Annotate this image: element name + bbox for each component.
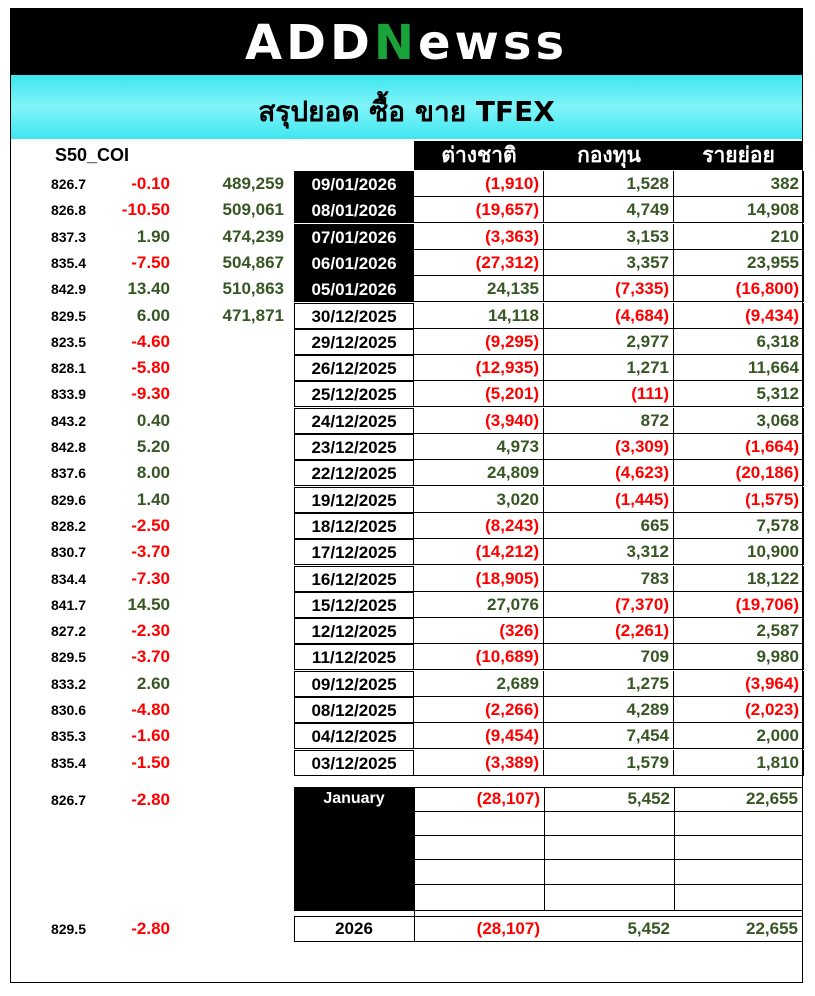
coi-cell: [180, 671, 284, 697]
change-cell: -1.60: [131, 726, 170, 746]
year-label: 2026: [335, 919, 373, 938]
change-cell: -10.50: [121, 200, 170, 220]
fund-cell: 665: [544, 513, 674, 539]
change-cell: -4.80: [131, 700, 170, 719]
table-row: [0, 276, 815, 302]
foreign-cell: (5,201): [414, 381, 544, 407]
coi-cell: [180, 697, 284, 723]
page-title: สรุปยอด ซื้อ ขาย TFEX: [258, 95, 555, 128]
fund-cell: (3,309): [544, 434, 674, 460]
fund-cell: (111): [544, 381, 674, 407]
foreign-cell: (3,389): [414, 750, 544, 776]
fund-cell: 2,977: [544, 329, 674, 355]
coi-cell: [180, 329, 284, 355]
price-cell: 828.1: [50, 360, 86, 377]
coi-cell: [180, 408, 284, 434]
month-retail: 22,655: [746, 789, 798, 808]
month-fund: 5,452: [627, 789, 670, 808]
table-row: [0, 750, 815, 776]
table-row: [0, 197, 815, 223]
year-summary-row: [0, 917, 815, 941]
price-cell: 827.2: [50, 623, 86, 640]
date-cell: 08/12/2025: [294, 697, 414, 723]
date-cell: 16/12/2025: [294, 566, 414, 592]
retail-cell: (3,964): [674, 671, 804, 697]
retail-cell: 7,578: [674, 513, 804, 539]
change-cell: -9.30: [131, 384, 170, 404]
fund-cell: 7,454: [544, 723, 674, 749]
retail-cell: 2,587: [674, 618, 804, 644]
price-cell: 829.5: [50, 649, 86, 666]
month-summary-row: [0, 787, 815, 813]
coi-cell: [180, 513, 284, 539]
coi-cell: [180, 355, 284, 381]
foreign-cell: 24,809: [414, 460, 544, 486]
fund-cell: (2,261): [544, 618, 674, 644]
foreign-cell: (3,363): [414, 224, 544, 250]
table-row: [0, 644, 815, 670]
change-cell: -7.50: [131, 252, 170, 272]
fund-cell: (7,370): [544, 592, 674, 618]
price-cell: 835.4: [50, 254, 86, 271]
fund-cell: 3,153: [544, 224, 674, 250]
price-cell: 835.4: [50, 754, 86, 771]
price-cell: 829.6: [50, 491, 86, 508]
table-row: [0, 723, 815, 749]
table-row: [0, 250, 815, 276]
foreign-cell: 27,076: [414, 592, 544, 618]
change-cell: 6.00: [136, 305, 170, 325]
fund-cell: (4,623): [544, 460, 674, 486]
grid-line: [414, 859, 803, 860]
header-foreign: ต่างชาติ: [414, 141, 544, 170]
grid-line: [414, 835, 803, 836]
retail-cell: 6,318: [674, 329, 804, 355]
month-label: January: [323, 790, 385, 807]
foreign-cell: (12,935): [414, 355, 544, 381]
table-row: [0, 355, 815, 381]
table-row: [0, 460, 815, 486]
foreign-cell: (19,657): [414, 197, 544, 223]
change-cell: -3.70: [131, 647, 170, 667]
coi-cell: 509,061: [222, 200, 284, 220]
date-cell: 12/12/2025: [294, 618, 414, 644]
coi-cell: [180, 644, 284, 670]
month-foreign: (28,107): [476, 789, 540, 808]
date-cell: 09/12/2025: [294, 671, 414, 697]
date-cell: 25/12/2025: [294, 381, 414, 407]
change-cell: 2.60: [136, 673, 170, 693]
foreign-cell: (10,689): [414, 644, 544, 670]
foreign-cell: (14,212): [414, 539, 544, 565]
coi-cell: 510,863: [222, 279, 284, 299]
date-cell: 04/12/2025: [294, 723, 414, 749]
coi-cell: [180, 487, 284, 513]
retail-cell: 2,000: [674, 723, 804, 749]
table-row: [0, 513, 815, 539]
table-row: [0, 539, 815, 565]
table-row: [0, 224, 815, 250]
price-cell: 823.5: [50, 333, 86, 350]
grid-line: [414, 884, 803, 885]
table-row: [0, 618, 815, 644]
coi-cell: 471,871: [222, 305, 284, 325]
grid-line: [544, 787, 545, 910]
change-cell: -5.80: [131, 358, 170, 378]
price-cell: 843.2: [50, 412, 86, 429]
fund-cell: 872: [544, 408, 674, 434]
change-cell: -1.50: [131, 752, 170, 772]
table-row: [0, 487, 815, 513]
foreign-cell: (27,312): [414, 250, 544, 276]
year-retail: 22,655: [746, 919, 798, 938]
coi-cell: 474,239: [222, 226, 284, 246]
table-row: [0, 303, 815, 329]
price-cell: 829.5: [50, 307, 86, 324]
price-cell: 833.9: [50, 386, 86, 403]
logo-banner: [11, 9, 802, 75]
retail-cell: 3,068: [674, 408, 804, 434]
table-row: [0, 381, 815, 407]
retail-cell: (2,023): [674, 697, 804, 723]
grid-line: [414, 811, 803, 812]
retail-cell: (19,706): [674, 592, 804, 618]
fund-cell: (4,684): [544, 303, 674, 329]
coi-cell: [180, 539, 284, 565]
coi-cell: [180, 618, 284, 644]
date-cell: 18/12/2025: [294, 513, 414, 539]
fund-cell: 3,357: [544, 250, 674, 276]
table-row: [0, 171, 815, 197]
date-cell: 07/01/2026: [294, 224, 414, 250]
change-cell: 5.20: [136, 437, 170, 456]
addnewss-logo: ADDNewss: [244, 15, 569, 71]
price-cell: 837.3: [50, 228, 86, 245]
foreign-cell: 24,135: [414, 276, 544, 302]
fund-cell: 4,289: [544, 697, 674, 723]
retail-cell: (9,434): [674, 303, 804, 329]
foreign-cell: (8,243): [414, 513, 544, 539]
month-price: 826.7: [50, 792, 86, 808]
coi-cell: [180, 460, 284, 486]
date-cell: 11/12/2025: [294, 644, 414, 670]
change-cell: 0.40: [136, 410, 170, 430]
retail-cell: (20,186): [674, 460, 804, 486]
fund-cell: 4,749: [544, 197, 674, 223]
coi-cell: [180, 434, 284, 460]
price-cell: 828.2: [50, 517, 86, 534]
grid-line: [294, 941, 803, 942]
index-label: S50_COI: [55, 145, 130, 165]
change-cell: -2.30: [131, 621, 170, 641]
change-cell: 1.40: [136, 489, 170, 509]
foreign-cell: (326): [414, 618, 544, 644]
grid-line: [294, 787, 803, 788]
price-cell: 837.6: [50, 465, 86, 482]
header-fund: กองทุน: [544, 141, 674, 170]
retail-cell: 1,810: [674, 750, 804, 776]
foreign-cell: 4,973: [414, 434, 544, 460]
change-cell: 1.90: [136, 226, 170, 246]
coi-cell: [180, 566, 284, 592]
date-cell: 05/01/2026: [294, 276, 414, 302]
price-cell: 833.2: [50, 675, 86, 692]
month-change: -2.80: [131, 790, 170, 809]
coi-cell: 489,259: [222, 174, 284, 193]
date-cell: 29/12/2025: [294, 329, 414, 355]
date-cell: 23/12/2025: [294, 434, 414, 460]
date-cell: 15/12/2025: [294, 592, 414, 618]
retail-cell: (16,800): [674, 276, 804, 302]
price-cell: 834.4: [50, 570, 86, 587]
price-cell: 842.8: [50, 439, 86, 455]
coi-cell: 504,867: [222, 252, 284, 272]
year-foreign: (28,107): [476, 919, 540, 938]
fund-cell: (1,445): [544, 487, 674, 513]
change-cell: -0.10: [131, 174, 170, 193]
table-row: [0, 697, 815, 723]
year-fund: 5,452: [627, 919, 670, 938]
change-cell: -4.60: [131, 331, 170, 351]
coi-cell: [180, 723, 284, 749]
fund-cell: 1,275: [544, 671, 674, 697]
date-cell: 17/12/2025: [294, 539, 414, 565]
retail-cell: 14,908: [674, 197, 804, 223]
foreign-cell: (9,454): [414, 723, 544, 749]
change-cell: -2.50: [131, 515, 170, 535]
date-cell: 24/12/2025: [294, 408, 414, 434]
price-cell: 826.8: [50, 202, 86, 219]
foreign-cell: (2,266): [414, 697, 544, 723]
foreign-cell: (9,295): [414, 329, 544, 355]
header-retail: รายย่อย: [674, 141, 803, 170]
fund-cell: 3,312: [544, 539, 674, 565]
date-cell: 03/12/2025: [294, 750, 414, 776]
price-cell: 835.3: [50, 728, 86, 745]
fund-cell: (7,335): [544, 276, 674, 302]
date-cell: 30/12/2025: [294, 303, 414, 329]
change-cell: -7.30: [131, 568, 170, 588]
table-row: [0, 671, 815, 697]
date-cell: 19/12/2025: [294, 487, 414, 513]
retail-cell: (1,575): [674, 487, 804, 513]
table-row: [0, 329, 815, 355]
price-cell: 842.9: [50, 281, 86, 298]
fund-cell: 783: [544, 566, 674, 592]
table-row: [0, 566, 815, 592]
table-row: [0, 408, 815, 434]
date-cell: 06/01/2026: [294, 250, 414, 276]
grid-line: [294, 910, 803, 911]
foreign-cell: 14,118: [414, 303, 544, 329]
date-cell: 22/12/2025: [294, 460, 414, 486]
price-cell: 841.7: [50, 596, 86, 613]
retail-cell: 11,664: [674, 355, 804, 381]
retail-cell: 9,980: [674, 644, 804, 670]
fund-cell: 709: [544, 644, 674, 670]
table-row: [0, 592, 815, 618]
coi-cell: [180, 750, 284, 776]
fund-cell: 1,271: [544, 355, 674, 381]
retail-cell: 5,312: [674, 381, 804, 407]
retail-cell: 23,955: [674, 250, 804, 276]
change-cell: 8.00: [136, 463, 170, 483]
retail-cell: 10,900: [674, 539, 804, 565]
foreign-cell: (1,910): [414, 171, 544, 197]
price-cell: 826.7: [50, 176, 86, 192]
fund-cell: 1,579: [544, 750, 674, 776]
price-cell: 830.6: [50, 702, 86, 718]
foreign-cell: 2,689: [414, 671, 544, 697]
fund-cell: 1,528: [544, 171, 674, 197]
coi-cell: [180, 592, 284, 618]
year-change: -2.80: [131, 919, 170, 938]
foreign-cell: 3,020: [414, 487, 544, 513]
date-cell: 26/12/2025: [294, 355, 414, 381]
foreign-cell: (3,940): [414, 408, 544, 434]
title-banner: [11, 75, 802, 139]
grid-line: [674, 787, 675, 910]
year-price: 829.5: [50, 921, 86, 937]
date-cell: 09/01/2026: [294, 171, 414, 197]
retail-cell: (1,664): [674, 434, 804, 460]
change-cell: -3.70: [131, 542, 170, 562]
coi-cell: [180, 381, 284, 407]
change-cell: 13.40: [127, 279, 170, 299]
change-cell: 14.50: [127, 594, 170, 614]
table-row: [0, 434, 815, 460]
retail-cell: 18,122: [674, 566, 804, 592]
retail-cell: 210: [674, 224, 804, 250]
retail-cell: 382: [674, 171, 804, 197]
date-cell: 08/01/2026: [294, 197, 414, 223]
price-cell: 830.7: [50, 544, 86, 561]
foreign-cell: (18,905): [414, 566, 544, 592]
